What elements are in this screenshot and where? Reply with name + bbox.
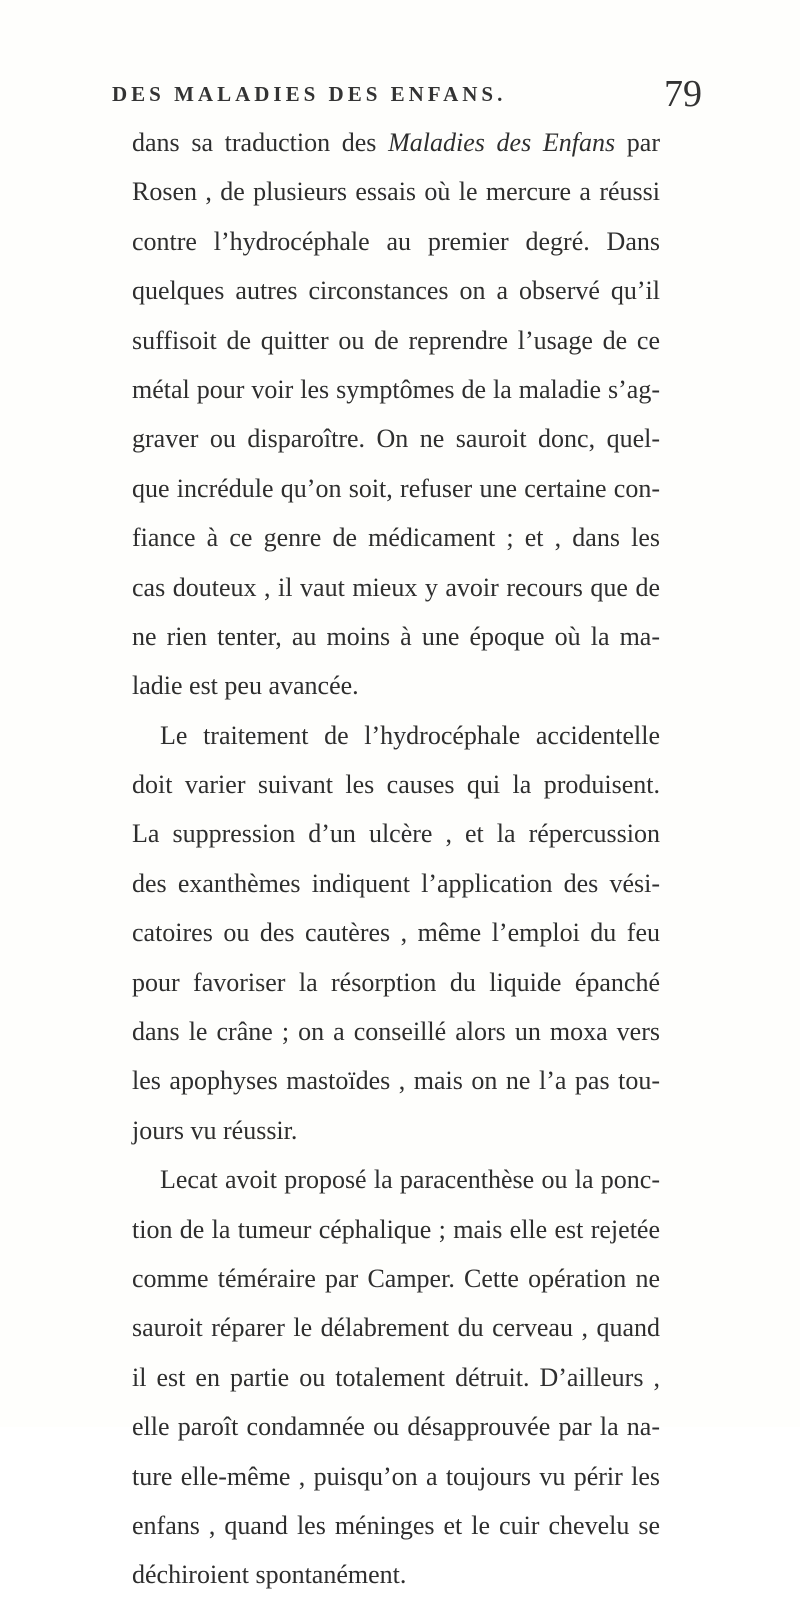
text-line: cas douteux , il vaut mieux y avoir recours que de bbox=[132, 572, 660, 602]
text-line: elle paroît condamnée ou désapprouvée par la na- bbox=[132, 1412, 660, 1442]
text-line: tion de la tumeur céphalique ; mais elle est rejetée bbox=[132, 1214, 660, 1244]
page-number: 79 bbox=[664, 73, 702, 115]
text-line: catoires ou des cautères , même l’emploi du feu bbox=[132, 918, 660, 948]
text-line: contre l’hydrocéphale au premier degré. Dans bbox=[132, 226, 660, 256]
text-line: suffisoit de quitter ou de reprendre l’usage de ce bbox=[132, 325, 660, 355]
text-line: ladie est peu avancée. bbox=[132, 671, 359, 701]
running-title: DES MALADIES DES ENFANS. bbox=[112, 82, 507, 106]
italic-title: Maladies des Enfans bbox=[388, 128, 616, 157]
text-line: La suppression d’un ulcère , et la répercussion bbox=[132, 819, 660, 849]
text-line: pour favoriser la résorption du liquide épanché bbox=[132, 967, 660, 997]
text-line: il est en partie ou totalement détruit. D’ailleurs , bbox=[132, 1362, 660, 1392]
text-line: métal pour voir les symptômes de la maladie s’ag- bbox=[132, 374, 660, 404]
text-line: fiance à ce genre de médicament ; et , dans les bbox=[132, 523, 660, 553]
text-line: comme téméraire par Camper. Cette opération ne bbox=[132, 1263, 660, 1293]
text-line: jours vu réussir. bbox=[132, 1115, 298, 1145]
text-line: dans le crâne ; on a conseillé alors un moxa vers bbox=[132, 1017, 660, 1047]
text-line: des exanthèmes indiquent l’application des vési- bbox=[132, 868, 660, 898]
text-line: graver ou disparoître. On ne sauroit donc, quel- bbox=[132, 424, 660, 454]
text-line: doit varier suivant les causes qui la produisent. bbox=[132, 770, 660, 800]
text-line: Le traitement de l’hydrocéphale accidentelle bbox=[160, 720, 660, 750]
text-line: ture elle-même , puisqu’on a toujours vu périr les bbox=[132, 1461, 660, 1491]
text-line: les apophyses mastoïdes , mais on ne l’a pas tou- bbox=[132, 1066, 660, 1096]
text-line: Lecat avoit proposé la paracenthèse ou la ponc- bbox=[160, 1165, 660, 1195]
text-line: sauroit réparer le délabrement du cerveau , quand bbox=[132, 1313, 660, 1343]
text-line: quelques autres circonstances on a observé qu’il bbox=[132, 276, 660, 306]
text-line: Rosen , de plusieurs essais où le mercure a réussi bbox=[132, 177, 660, 207]
text-line: déchiroient spontanément. bbox=[132, 1560, 407, 1590]
text-line: ne rien tenter, au moins à une époque où la ma- bbox=[132, 621, 660, 651]
body-text bbox=[132, 118, 660, 1600]
text-line: que incrédule qu’on soit, refuser une certaine con- bbox=[132, 473, 660, 503]
text-line: dans sa traduction des Maladies des Enfans par bbox=[132, 128, 661, 157]
text-line: enfans , quand les méninges et le cuir chevelu se bbox=[132, 1510, 660, 1540]
